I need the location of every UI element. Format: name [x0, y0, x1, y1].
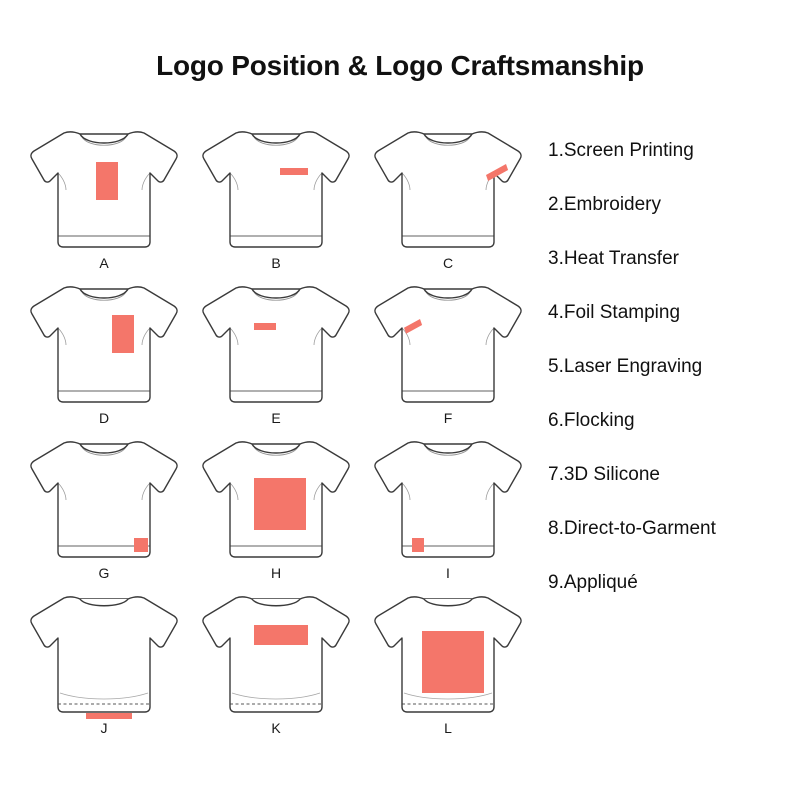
page-title: Logo Position & Logo Craftsmanship	[156, 50, 644, 81]
legend-item	[548, 302, 796, 324]
shirt-cell-k[interactable]	[190, 587, 362, 742]
shirt-label: L	[444, 720, 452, 736]
logo-mark	[412, 538, 424, 552]
shirt-cell-g[interactable]	[18, 432, 190, 587]
legend-item-label: Embroidery	[563, 194, 662, 215]
legend-item-number: 4.	[548, 302, 564, 323]
shirt-cell-e[interactable]	[190, 277, 362, 432]
legend-item-label: Flocking	[563, 410, 635, 431]
legend-item-number: 6.	[548, 410, 564, 431]
legend-item-number: 5.	[548, 356, 564, 377]
shirt-body	[203, 132, 349, 247]
logo-mark	[134, 538, 148, 552]
shirt-illustration-i	[367, 432, 529, 564]
legend-item-label: Foil Stamping	[563, 302, 681, 323]
shirt-illustration-e	[195, 277, 357, 409]
shirt-cell-b[interactable]	[190, 122, 362, 277]
shirt-illustration-g	[23, 432, 185, 564]
shirt-cell-l[interactable]	[362, 587, 534, 742]
legend-item-label: Appliqué	[563, 572, 638, 593]
legend-item-number: 9.	[548, 572, 564, 593]
legend-item	[548, 464, 796, 486]
legend-item-number: 1.	[548, 140, 564, 161]
logo-mark	[254, 323, 276, 330]
legend-item	[548, 410, 796, 432]
shirt-body	[375, 442, 521, 557]
shirt-illustration-h	[195, 432, 357, 564]
shirt-body	[203, 287, 349, 402]
shirt-illustration-k	[195, 587, 357, 719]
legend-item-label: Direct-to-Garment	[563, 518, 716, 539]
logo-mark	[254, 478, 306, 530]
shirt-illustration-a	[23, 122, 185, 254]
shirt-body	[31, 442, 177, 557]
shirt-label: F	[443, 410, 453, 426]
logo-mark	[254, 625, 308, 645]
shirt-body	[375, 287, 521, 402]
shirt-cell-f[interactable]	[362, 277, 534, 432]
shirt-cell-d[interactable]	[18, 277, 190, 432]
shirt-cell-i[interactable]	[362, 432, 534, 587]
shirt-cell-a[interactable]	[18, 122, 190, 277]
shirt-body	[203, 597, 349, 712]
shirt-cell-j[interactable]	[18, 587, 190, 742]
legend-item	[548, 518, 796, 540]
legend-item-label: Laser Engraving	[563, 356, 703, 377]
legend-item-label: 3D Silicone	[563, 464, 660, 485]
shirt-label: I	[446, 565, 450, 581]
shirt-illustration-b	[195, 122, 357, 254]
logo-mark	[112, 315, 134, 353]
shirt-label: E	[271, 410, 281, 426]
shirt-grid	[18, 122, 538, 742]
shirt-illustration-c	[367, 122, 529, 254]
craftsmanship-legend	[548, 140, 796, 626]
shirt-label: K	[271, 720, 281, 736]
shirt-cell-h[interactable]	[190, 432, 362, 587]
legend-item-number: 7.	[548, 464, 564, 485]
shirt-cell-c[interactable]	[362, 122, 534, 277]
shirt-label: D	[98, 410, 110, 426]
shirt-illustration-d	[23, 277, 185, 409]
shirt-illustration-j	[23, 587, 185, 719]
shirt-body	[31, 287, 177, 402]
shirt-label: B	[271, 255, 281, 271]
shirt-label: J	[100, 720, 108, 736]
logo-mark	[422, 631, 484, 693]
legend-item	[548, 572, 796, 594]
legend-item	[548, 140, 796, 162]
shirt-illustration-f	[367, 277, 529, 409]
shirt-illustration-l	[367, 587, 529, 719]
logo-mark	[280, 168, 308, 175]
shirt-body	[375, 132, 521, 247]
legend-item	[548, 248, 796, 270]
logo-mark	[86, 713, 132, 719]
logo-mark	[96, 162, 118, 200]
shirt-label: G	[98, 565, 110, 581]
shirt-body	[31, 597, 177, 712]
shirt-label: C	[442, 255, 454, 271]
shirt-label: H	[270, 565, 282, 581]
legend-item-label: Screen Printing	[563, 140, 694, 161]
legend-item-number: 2.	[548, 194, 564, 215]
legend-item-label: Heat Transfer	[563, 248, 679, 269]
legend-item-number: 3.	[548, 248, 564, 269]
legend-item-number: 8.	[548, 518, 564, 539]
legend-item	[548, 194, 796, 216]
shirt-label: A	[99, 255, 109, 271]
legend-item	[548, 356, 796, 378]
